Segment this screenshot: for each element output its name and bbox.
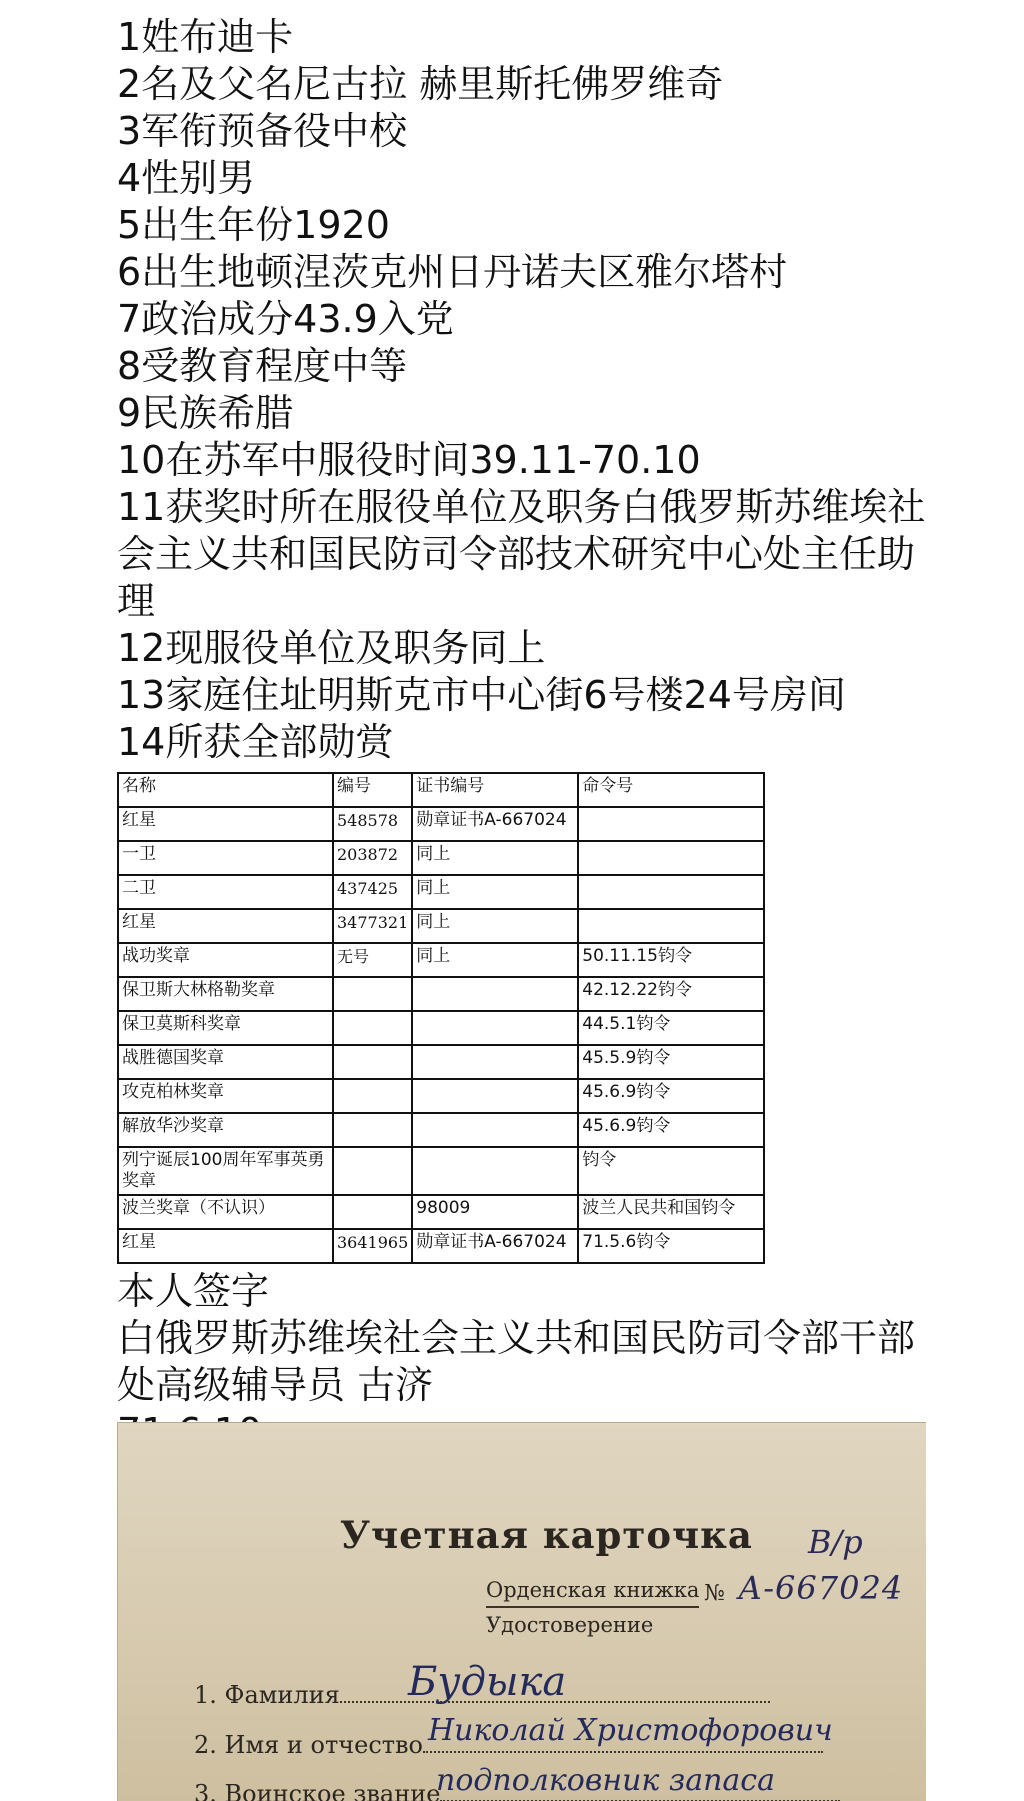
awards-table-body (118, 807, 764, 1263)
cell-certificate (412, 1147, 578, 1195)
cell-number: 3477321 (333, 909, 412, 943)
table-row (118, 909, 764, 943)
cell-name: 战胜德国奖章 (118, 1045, 333, 1079)
cell-certificate (412, 977, 578, 1011)
field-rank: 3军衔预备役中校 (117, 109, 408, 153)
cell-name: 保卫莫斯科奖章 (118, 1011, 333, 1045)
header-certificate: 证书编号 (412, 773, 578, 807)
card-field-surname-value: Будыка (408, 1659, 567, 1705)
field-birth-year: 5出生年份1920 (117, 203, 390, 247)
card-handwritten-mark: В/р (808, 1523, 863, 1561)
table-row (118, 841, 764, 875)
table-row (118, 875, 764, 909)
document-body (117, 0, 937, 1456)
cell-order (578, 909, 764, 943)
table-row (118, 1011, 764, 1045)
cell-name: 解放华沙奖章 (118, 1113, 333, 1147)
cell-order: 45.6.9钧令 (578, 1079, 764, 1113)
table-row (118, 807, 764, 841)
table-row (118, 1147, 764, 1195)
cell-number (333, 977, 412, 1011)
cell-order: 钧令 (578, 1147, 764, 1195)
table-row (118, 1229, 764, 1263)
cell-order: 42.12.22钧令 (578, 977, 764, 1011)
field-party: 7政治成分43.9入党 (117, 297, 454, 341)
cell-name: 红星 (118, 909, 333, 943)
cell-order: 71.5.6钧令 (578, 1229, 764, 1263)
card-order-book-label: Орденская книжка (486, 1578, 699, 1608)
cell-number (333, 1113, 412, 1147)
cell-name: 保卫斯大林格勒奖章 (118, 977, 333, 1011)
cell-certificate: 98009 (412, 1195, 578, 1229)
cell-number: 3641965 (333, 1229, 412, 1263)
cell-order: 45.6.9钧令 (578, 1113, 764, 1147)
cell-certificate: 同上 (412, 875, 578, 909)
cut-off-line (117, 0, 937, 14)
cell-number (333, 1147, 412, 1195)
field-surname: 1姓布迪卡 (117, 15, 294, 59)
card-title: Учетная карточка (340, 1513, 753, 1557)
cell-certificate (412, 1045, 578, 1079)
cell-certificate: 勋章证书A-667024 (412, 807, 578, 841)
table-row (118, 977, 764, 1011)
cell-name: 战功奖章 (118, 943, 333, 977)
cell-number (333, 1045, 412, 1079)
cell-name: 红星 (118, 1229, 333, 1263)
cell-certificate (412, 1079, 578, 1113)
cell-number (333, 1195, 412, 1229)
cell-certificate (412, 1011, 578, 1045)
cell-name: 一卫 (118, 841, 333, 875)
card-certificate-label: Удостоверение (486, 1613, 654, 1637)
field-current-unit: 12现服役单位及职务同上 (117, 626, 546, 670)
cell-order (578, 875, 764, 909)
table-row (118, 1045, 764, 1079)
header-order: 命令号 (578, 773, 764, 807)
cell-number: 548578 (333, 807, 412, 841)
cell-number (333, 1011, 412, 1045)
cell-certificate: 同上 (412, 841, 578, 875)
card-number-value: А-667024 (738, 1569, 904, 1607)
table-row (118, 943, 764, 977)
cell-number: 437425 (333, 875, 412, 909)
cell-certificate: 勋章证书A-667024 (412, 1229, 578, 1263)
cell-order: 45.5.9钧令 (578, 1045, 764, 1079)
card-field-surname-label: 1. Фамилия (194, 1681, 770, 1709)
cell-number: 无号 (333, 943, 412, 977)
cell-name: 红星 (118, 807, 333, 841)
header-name: 名称 (118, 773, 333, 807)
card-field-rank-label: 3. Воинское звание (194, 1780, 840, 1801)
field-birthplace: 6出生地顿涅茨克州日丹诺夫区雅尔塔村 (117, 250, 788, 294)
table-row (118, 1195, 764, 1229)
table-row (118, 1079, 764, 1113)
awards-table (117, 772, 765, 1264)
table-row (118, 1113, 764, 1147)
cell-number: 203872 (333, 841, 412, 875)
signature-label: 本人签字 (117, 1269, 270, 1313)
card-number-sign: № (704, 1581, 725, 1606)
field-name-patronymic: 2名及父名尼古拉 赫里斯托佛罗维奇 (117, 62, 724, 106)
card-field-rank-value: подполковник запаса (436, 1763, 775, 1798)
field-unit-at-award: 11获奖时所在服役单位及职务白俄罗斯苏维埃社会主义共和国民防司令部技术研究中心处主任助理 (117, 485, 926, 623)
cell-order: 44.5.1钧令 (578, 1011, 764, 1045)
field-gender: 4性别男 (117, 156, 256, 200)
table-header-row (118, 773, 764, 807)
cell-name: 列宁诞辰100周年军事英勇奖章 (118, 1147, 333, 1195)
cell-name: 波兰奖章（不认识） (118, 1195, 333, 1229)
cell-number (333, 1079, 412, 1113)
field-education: 8受教育程度中等 (117, 344, 408, 388)
cell-order (578, 807, 764, 841)
cell-order (578, 841, 764, 875)
field-address: 13家庭住址明斯克市中心街6号楼24号房间 (117, 673, 846, 717)
card-field-name-label: 2. Имя и отчество (194, 1731, 823, 1759)
card-field-name-value: Николай Христофорович (428, 1713, 833, 1748)
archive-card-image (117, 1422, 926, 1801)
officer-line: 白俄罗斯苏维埃社会主义共和国民防司令部干部处高级辅导员 古济 (117, 1316, 916, 1407)
cell-name: 二卫 (118, 875, 333, 909)
cell-certificate: 同上 (412, 909, 578, 943)
field-awards-heading: 14所获全部勋赏 (117, 720, 394, 764)
cell-order: 波兰人民共和国钧令 (578, 1195, 764, 1229)
field-service-period: 10在苏军中服役时间39.11-70.10 (117, 438, 701, 482)
cell-name: 攻克柏林奖章 (118, 1079, 333, 1113)
header-number: 编号 (333, 773, 412, 807)
cell-certificate (412, 1113, 578, 1147)
cell-certificate: 同上 (412, 943, 578, 977)
field-nationality: 9民族希腊 (117, 391, 294, 435)
cell-order: 50.11.15钧令 (578, 943, 764, 977)
